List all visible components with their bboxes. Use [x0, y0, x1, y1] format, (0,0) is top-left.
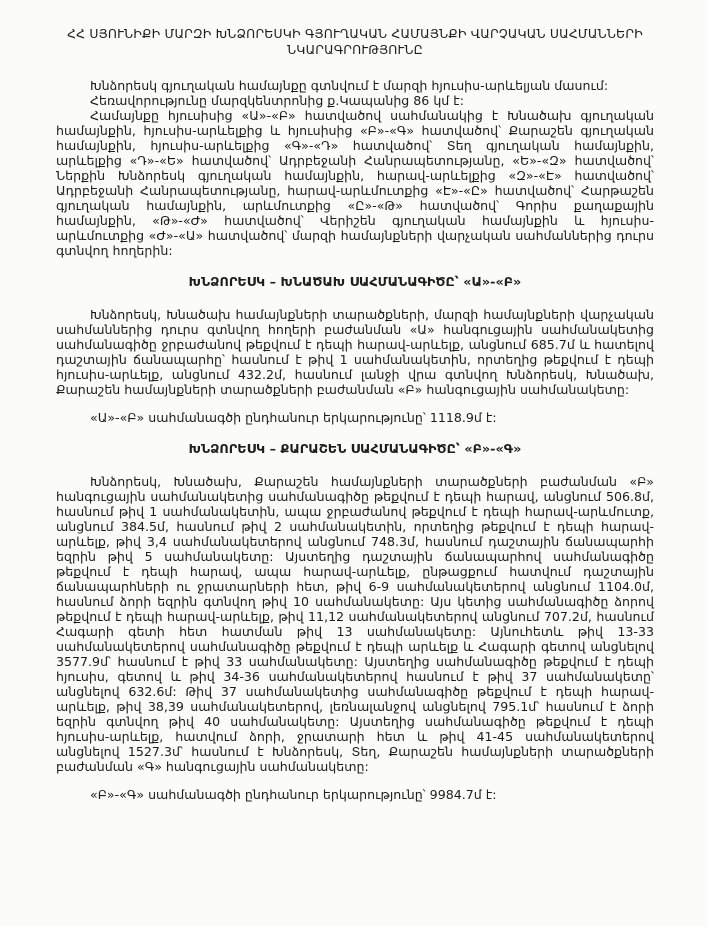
section-body-a-b: Խնձորեսկ, Խնածախ համայնքների տարածքների, մարզի համայնքների վարչական սահմաններից դուրս գտնվող հողերի բաժանման «Ա» հանգուցային սահմանակետից սահմանագիծը ջրբաժանով թեքվում է դեպի հարավ-արևելք, անցնում 685.7մ և հատելով դաշտային ճանապարհը՝ հասնում է թիվ 1 սահմանակետին, որտեղից թեքվում է դեպի հյուսիս-արևելք, անցնում 432.2մ, հասնում լանջի վրա գտնվող Խնձորեսկ, Խնածախ, Քարաշեն համայնքների տարածքների բաժանման «Բ» հանգուցային սահմանակետը: [56, 307, 654, 397]
intro-neighbors-paragraph: Համայնքը հյուսիսից «Ա»-«Բ» հատվածով սահմանակից է Խնածախ գյուղական համայնքին, հյուսիս-արևելքից և հյուսիսից «Բ»-«Գ» հատվածով՝ Քարաշեն գյուղական համայնքին, հյուսիս-արևելքից «Գ»-«Դ» հատվածով՝ Տեղ գյուղական համայնքին, արևելքից «Դ»-«Ե» հատվածով՝ Ադրբեջանի Հանրապետությանը, «Ե»-«Զ» հատվածով՝ Ներքին Խնձորեսկ գյուղական համայնքին, հարավ-արևելքից «Զ»-«Է» հատվածով՝ Ադրբեջանի Հանրապետությանը, հարավ-արևմուտքից «Է»-«Ը» հատվածով՝ Հարթաշեն գյուղական համայնքին, արևմուտքից «Ը»-«Թ» հատվածով՝ Գորիս քաղաքային համայնքին, «Թ»-«Ժ» հատվածով՝ Վերիշեն գյուղական համայնքին և հյուսիս-արևմուտքից «Ժ»-«Ա» հատվածով՝ մարզի համայնքների վարչական սահմաններից դուրս գտնվող հողերին: [56, 108, 654, 258]
section-body-b-g: Խնձորեսկ, Խնածախ, Քարաշեն համայնքների տարածքների բաժանման «Բ» հանգուցային սահմանակետից սահմանագիծը թեքվում է դեպի հարավ, անցնում 506.8մ, հասնում թիվ 1 սահմանակետին, ապա ջրբաժանով թեքվում է դեպի հարավ-արևմուտք, անցնում 384.5մ, հասնում թիվ 2 սահմանակետին, որտեղից թեքվում է դեպի հարավ-արևելք, թիվ 3,4 սահմանակետերով անցնում 748.3մ, հասնում դաշտային ճանապարհի եզրին թիվ 5 սահմանակետը: Այստեղից դաշտային ճանապարհով սահմանագիծը թեքվում է դեպի հարավ, ապա հարավ-արևելք, ընթացքում հատվում դաշտային ճանապարհների ու ջրատարների հետ, թիվ 6-9 սահմանակետերով անցնում 1104.0մ, հասնում ձորի եզրին գտնվող թիվ 10 սահմանակետը: Այս կետից սահմանագիծը ձորով թեքվում է դեպի հարավ-արևելք, թիվ 11,12 սահմանակետերով անցնում 707.2մ, հասնում Հագարի գետի հետ հատման թիվ 13 սահմանակետը: Այնուհետև թիվ 13-33 սահմանակետերով սահմանագիծը թեքվում է դեպի արևելք և Հագարի գետով անցնելով 3577.9մ՝ հասնում է թիվ 33 սահմանակետը: Այստեղից սահմանագիծը թեքվում է դեպի հյուսիս, գետով և թիվ 34-36 սահմանակետերով հասնում է թիվ 37 սահմանակետը՝ անցնելով 632.6մ: Թիվ 37 սահմանակետից սահմանագիծը թեքվում է դեպի հարավ-արևելք, թիվ 38,39 սահմանակետերով, լեռնալանջով անցնելով 795.1մ՝ հասնում է ձորի եզրին գտնվող թիվ 40 սահմանակետը: Այստեղից սահմանագիծը թեքվում է դեպի հյուսիս-արևելք, հատվում ձորի, ջրատարի հետ և թիվ 41-45 սահմանակետերով անցնելով 1527.3մ՝ հասնում է Խնձորեսկ, Տեղ, Քարաշեն համայնքների տարածքների բաժանման «Գ» հանգուցային սահմանակետը: [56, 474, 654, 774]
section-heading-b-g: ԽՆՁՈՐԵՍԿ – ՔԱՐԱՇԵՆ ՍԱՀՄԱՆԱԳԻԾԸ՝ «Բ»-«Գ» [188, 442, 522, 457]
section-total-length-a-b: «Ա»-«Բ» սահմանագծի ընդհանուր երկարությունը՝ 1118.9մ է: [90, 410, 497, 425]
intro-location-paragraph: Խնձորեսկ գյուղական համայնքը գտնվում է մարզի հյուսիս-արևելյան մասում: [90, 78, 609, 93]
intro-distance-paragraph: Հեռավորությունը մարզկենտրոնից ք.Կապանից 86 կմ է: [90, 93, 465, 108]
document-title-line-2: ՆԿԱՐԱԳՐՈՒԹՅՈՒՆԸ [287, 42, 423, 57]
document-title-line-1: ՀՀ ՍՅՈՒՆԻՔԻ ՄԱՐԶԻ ԽՆՁՈՐԵՍԿԻ ԳՅՈՒՂԱԿԱՆ ՀԱՄԱՅՆՔԻ ՎԱՐՉԱԿԱՆ ՍԱՀՄԱՆՆԵՐԻ [67, 26, 643, 41]
document-title [56, 26, 654, 58]
section-heading-a-b: ԽՆՁՈՐԵՍԿ – ԽՆԱԾԱԽ ՍԱՀՄԱՆԱԳԻԾԸ՝ «Ա»-«Բ» [188, 275, 522, 290]
section-total-length-b-g: «Բ»-«Գ» սահմանագծի ընդհանուր երկարությունը՝ 9984.7մ է: [90, 787, 497, 802]
